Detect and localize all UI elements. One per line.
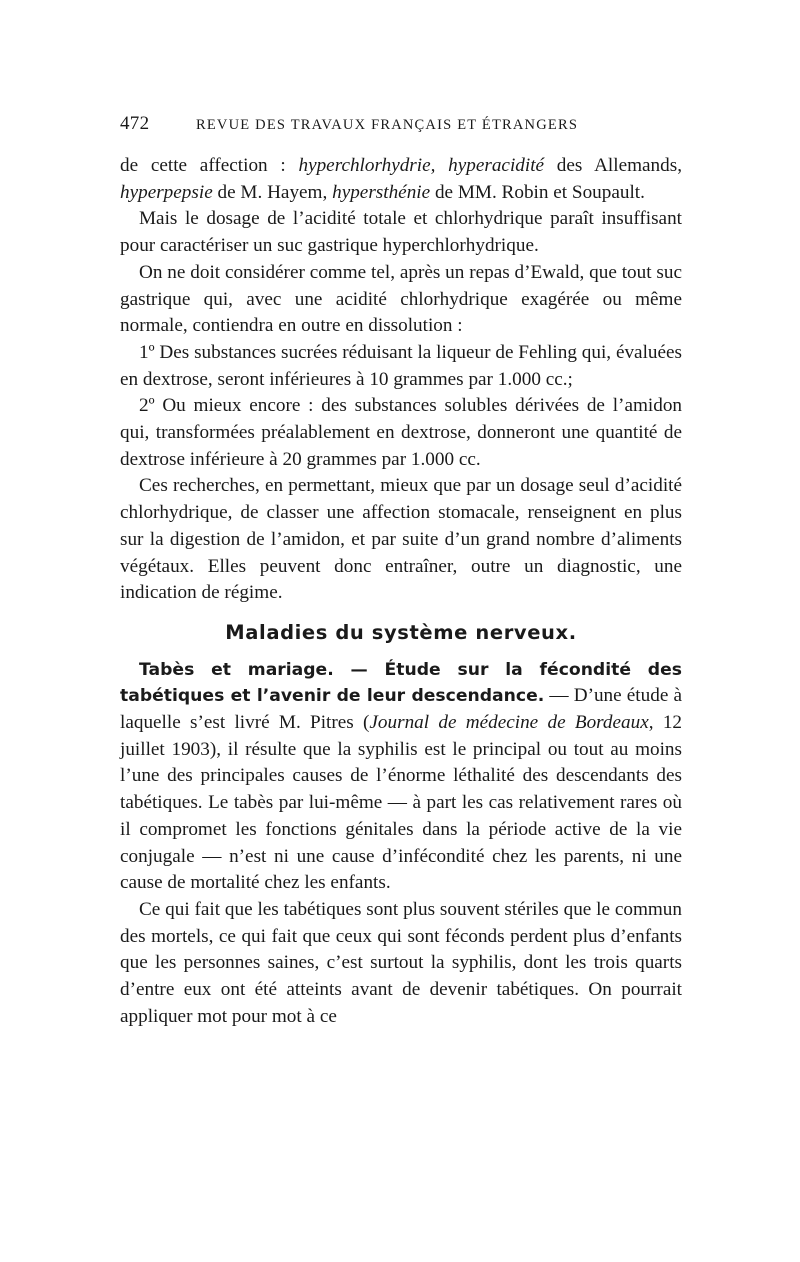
paragraph-tabes xyxy=(120,657,682,897)
paragraph-affection-terms xyxy=(120,153,682,206)
book-page xyxy=(120,113,682,1031)
italic-term: hypersthénie xyxy=(332,181,431,203)
paragraph-point-2: 2º Ou mieux encore : des substances solubles dérivées de l’amidon qui, transformées préalablement en dextrose, donneront une quantité de dextrose inférieure à 20 grammes par 1.000 cc. xyxy=(120,395,682,470)
italic-term: hyperpepsie xyxy=(120,181,213,203)
paragraph-sterility: Ce qui fait que les tabétiques sont plus souvent stériles que le commun des mortels, ce qui fait que ceux qui sont féconds perdent plus d’enfants que les personnes saines, c’est surtout la syphilis, dont les trois quarts d’entre eux ont été atteints avant de devenir tabétiques. On pourrait appliquer mot pour mot à ce xyxy=(120,898,682,1027)
journal-title: REVUE DES TRAVAUX FRANÇAIS ET ÉTRANGERS xyxy=(196,117,579,133)
text-span: — D’une étude à laquelle s’est livré M. Pitres ( xyxy=(120,685,682,734)
text-span: , 12 juillet 1903), il résulte que la syphilis est le principal ou tout au moins l’une des principales causes de l’énorme léthalité des descendants des tabétiques. Le tabès par lui-même — à part les cas relativement rares où il compromet les fonctions génitales dans la période active de la vie conjugale — n’est ni une cause d’infécondité chez les parents, ni une cause de mortalité chez les enfants. xyxy=(120,712,683,894)
paragraph-recherches: Ces recherches, en permettant, mieux que par un dosage seul d’acidité chlorhydrique, de classer une affection stomacale, renseignent en plus sur la digestion de l’amidon, et par suite d’un grand nombre d’aliments végétaux. Elles peuvent donc entraîner, outre un diagnostic, une indication de régime. xyxy=(120,475,682,604)
paragraph-dosage: Mais le dosage de l’acidité totale et chlorhydrique paraît insuffisant pour caractériser un suc gastrique hyperchlorhydrique. xyxy=(120,208,682,257)
page-number: 472 xyxy=(120,113,150,134)
section-heading: Maladies du système nerveux. xyxy=(225,620,577,644)
run-in-heading: Tabès et mariage. — Étude sur la fécondité des tabétiques et l’avenir de leur descendance. xyxy=(120,659,682,707)
running-head xyxy=(120,113,682,135)
journal-citation: Journal de médecine de Bordeaux xyxy=(369,712,649,734)
text-span: de MM. Robin et Soupault. xyxy=(430,181,645,203)
body-text xyxy=(120,153,682,1031)
paragraph-point-1: 1º Des substances sucrées réduisant la liqueur de Fehling qui, évaluées en dextrose, seront inférieures à 10 grammes par 1.000 cc.; xyxy=(120,341,682,390)
text-span: de M. Hayem, xyxy=(212,181,333,203)
text-span: de cette affection : xyxy=(120,155,299,176)
text-span: des Allemands, xyxy=(544,155,682,176)
paragraph-definition: On ne doit considérer comme tel, après un repas d’Ewald, que tout suc gastrique qui, avec une acidité chlorhydrique exagérée ou même normale, contiendra en outre en dissolution : xyxy=(120,261,682,337)
italic-term: hyperchlorhydrie, hyperacidité xyxy=(298,155,545,176)
